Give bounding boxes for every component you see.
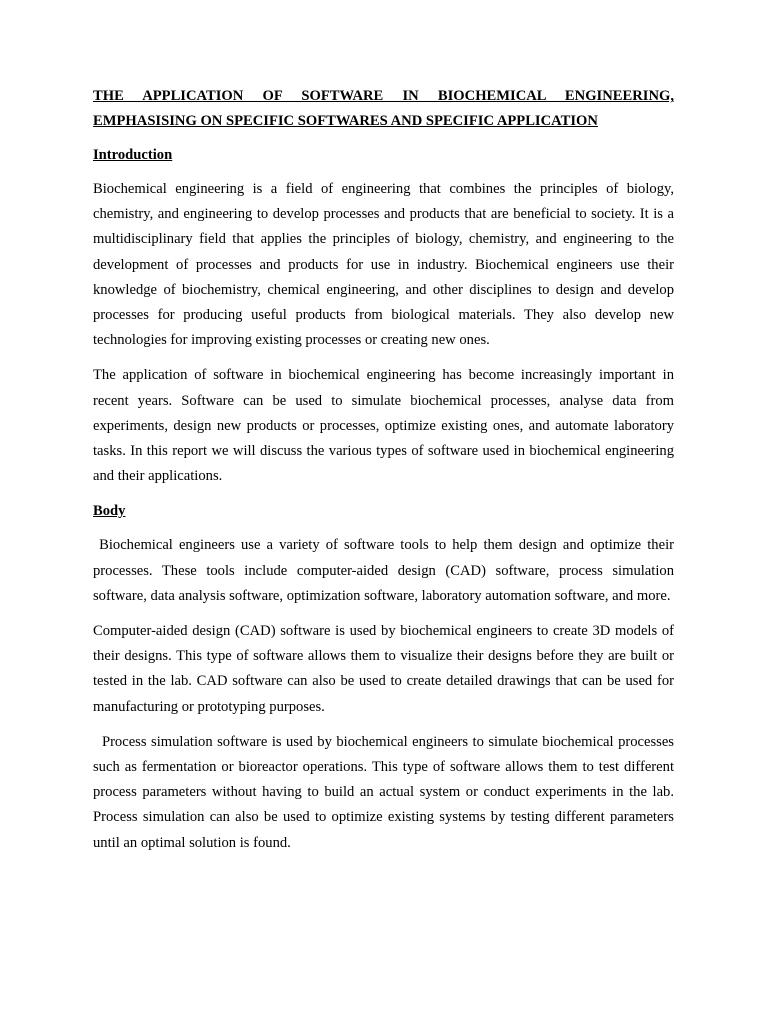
body-paragraph-2: Computer-aided design (CAD) software is used by biochemical engineers to create 3D models of their designs. This type of software allows them to visualize their designs before they are built or tested in the lab. CAD software can also be used to create detailed drawings that can be used for manufacturing or prototyping purposes. (93, 623, 674, 715)
title-line-1: THE APPLICATION OF SOFTWARE IN BIOCHEMICAL ENGINEERING, (93, 88, 674, 104)
document-page (93, 84, 678, 866)
body-paragraph-3: Process simulation software is used by biochemical engineers to simulate biochemical processes such as fermentation or bioreactor operations. This type of software allows them to test different process parameters without having to build an actual system or conduct experiments in the lab. Process simulation can also be used to optimize existing systems by testing different parameters until an optimal solution is found. (93, 733, 678, 851)
body-paragraph-1: Biochemical engineers use a variety of software tools to help them design and optimize their processes. These tools include computer-aided design (CAD) software, process simulation software, data analysis software, optimization software, laboratory automation software, and more. (93, 537, 678, 604)
introduction-paragraph-1: Biochemical engineering is a field of engineering that combines the principles of biology, chemistry, and engineering to develop processes and products that are beneficial to society. It is a multidisciplinary field that applies the principles of biology, chemistry, and engineering to the development of processes and products for use in industry. Biochemical engineers use their knowledge of biochemistry, chemical engineering, and other disciplines to design and develop processes for producing useful products from biological materials. They also develop new technologies for improving existing processes or creating new ones. (93, 181, 674, 349)
introduction-paragraph-2: The application of software in biochemical engineering has become increasingly important in recent years. Software can be used to simulate biochemical processes, analyse data from experiments, design new products or processes, optimize existing ones, and automate laboratory tasks. In this report we will discuss the various types of software used in biochemical engineering and their applications. (93, 367, 674, 485)
introduction-heading: Introduction (93, 147, 173, 163)
document-title (93, 84, 674, 134)
body-heading: Body (93, 503, 126, 520)
title-line-2: EMPHASISING ON SPECIFIC SOFTWARES AND SPECIFIC APPLICATION (93, 113, 598, 129)
